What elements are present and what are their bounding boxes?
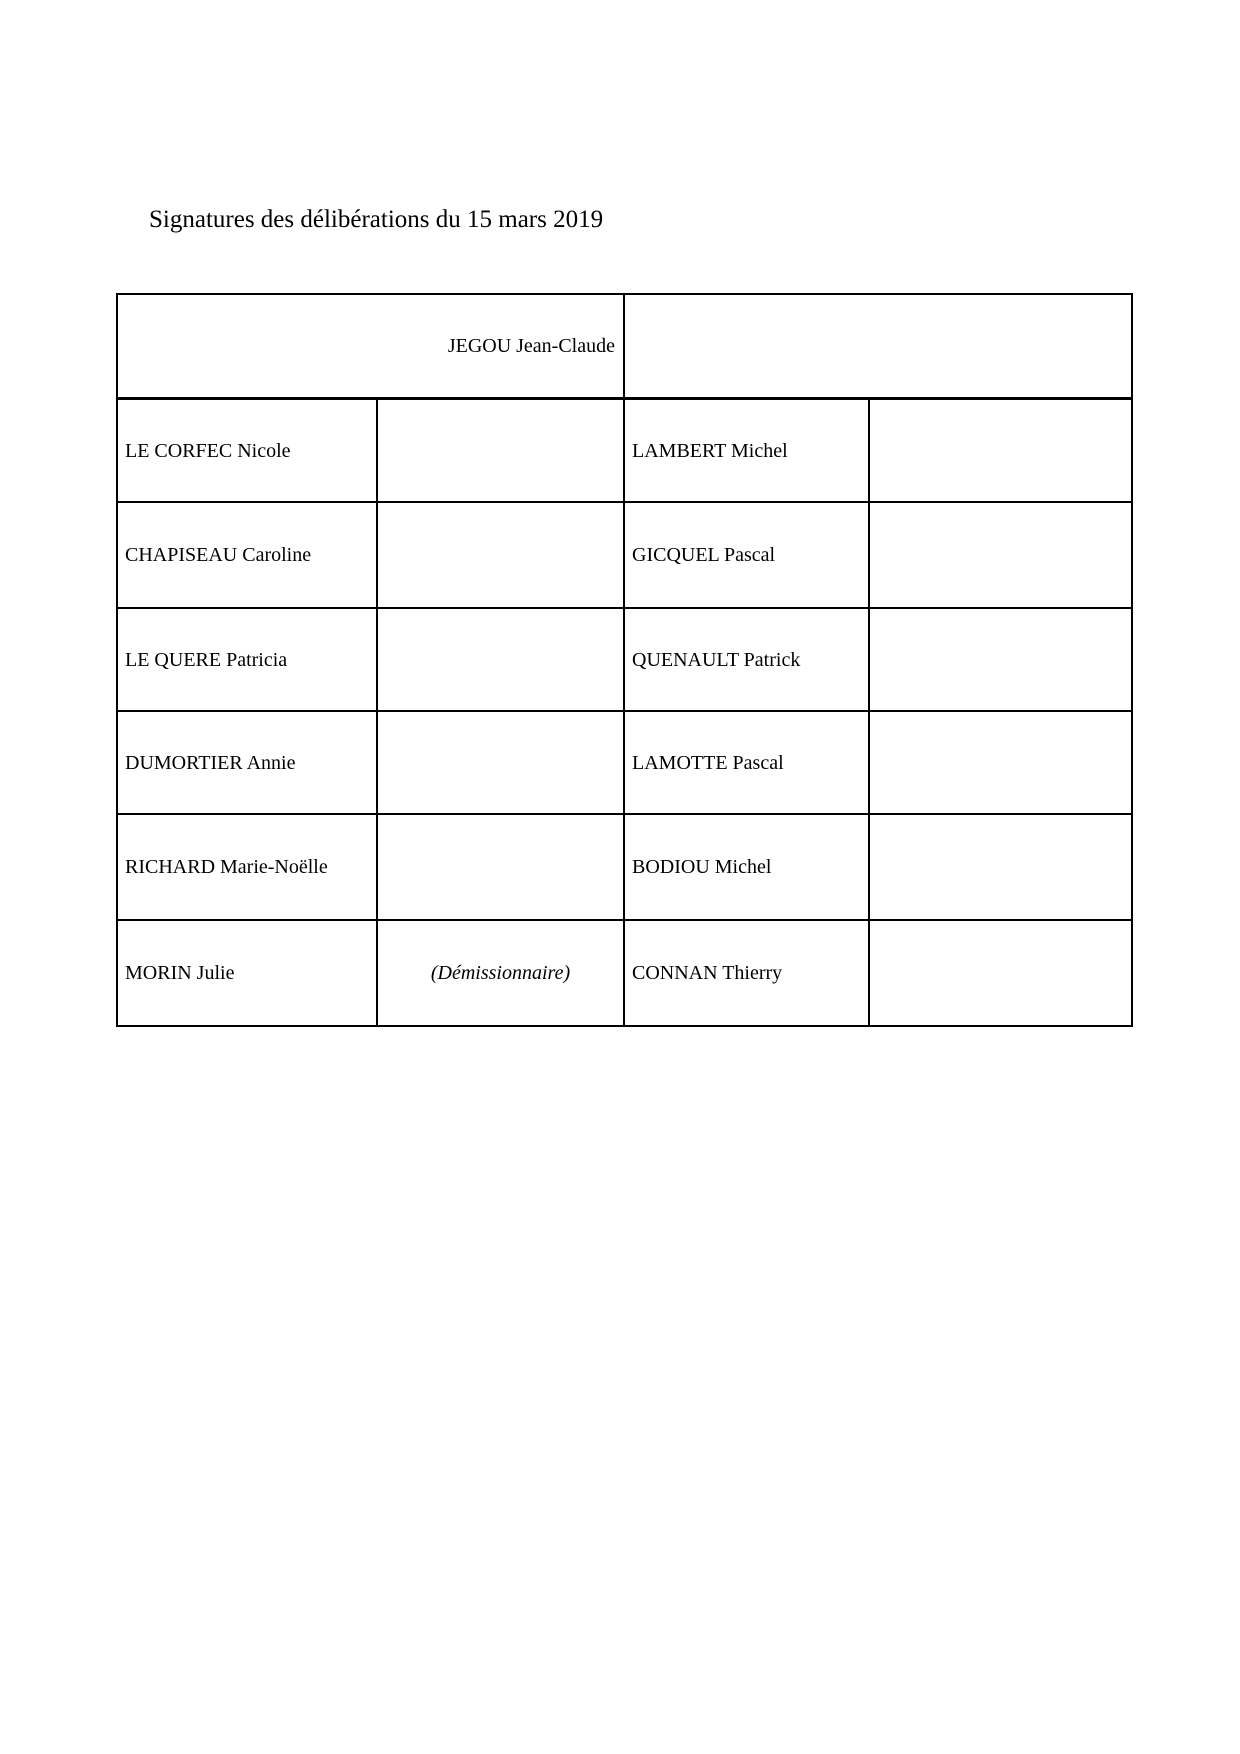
member-name-cell: GICQUEL Pascal: [624, 502, 869, 608]
member-name-cell: DUMORTIER Annie: [117, 711, 377, 814]
mayor-name-cell: JEGOU Jean-Claude: [117, 294, 624, 399]
table-row: [117, 711, 1132, 814]
member-name-cell: LAMBERT Michel: [624, 399, 869, 503]
signature-cell: [869, 399, 1132, 503]
member-name-cell: CONNAN Thierry: [624, 920, 869, 1026]
table-row: [117, 399, 1132, 503]
signature-cell: [869, 814, 1132, 920]
signature-cell: [377, 711, 624, 814]
table-row: [117, 814, 1132, 920]
member-name-cell: QUENAULT Patrick: [624, 608, 869, 711]
member-name-cell: LE QUERE Patricia: [117, 608, 377, 711]
signature-cell: [377, 502, 624, 608]
signature-table: [116, 293, 1133, 1027]
resignation-note: (Démissionnaire): [377, 920, 624, 1026]
member-name-cell: LAMOTTE Pascal: [624, 711, 869, 814]
signature-cell: [869, 502, 1132, 608]
table-row: [117, 920, 1132, 1026]
signature-cell: [869, 920, 1132, 1026]
member-name-cell: CHAPISEAU Caroline: [117, 502, 377, 608]
signature-cell: [377, 608, 624, 711]
member-name-cell: RICHARD Marie-Noëlle: [117, 814, 377, 920]
signature-cell: [377, 814, 624, 920]
signature-cell: [377, 399, 624, 503]
table-row: [117, 608, 1132, 711]
member-name-cell: BODIOU Michel: [624, 814, 869, 920]
signature-cell: [869, 711, 1132, 814]
member-name-cell: LE CORFEC Nicole: [117, 399, 377, 503]
member-name-cell: MORIN Julie: [117, 920, 377, 1026]
mayor-signature-cell: [624, 294, 1132, 399]
table-row: [117, 502, 1132, 608]
document-title: Signatures des délibérations du 15 mars 2019: [149, 206, 604, 233]
signature-cell: [869, 608, 1132, 711]
mayor-row: [117, 294, 1132, 399]
